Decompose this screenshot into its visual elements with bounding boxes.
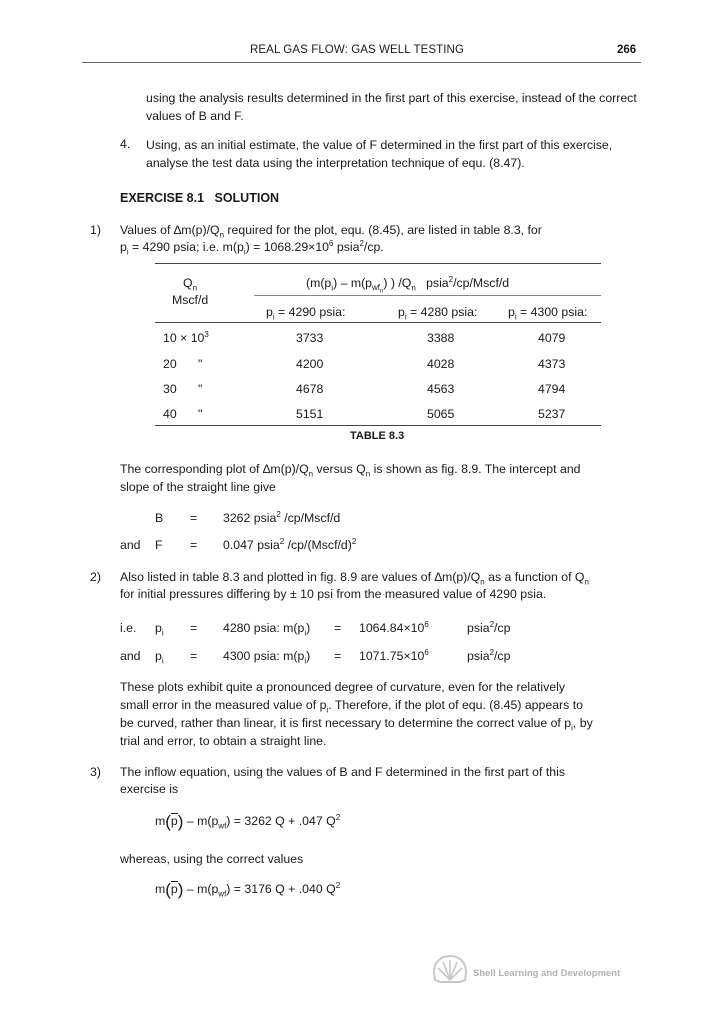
cell-v1: 5151 xyxy=(296,407,324,421)
s2-para-line3: be curved, rather than linear, it is first necessary to determine the correct value of $p_i$, by xyxy=(120,716,593,733)
cell-q: 30 xyxy=(163,382,177,396)
cell-v2: 5065 xyxy=(427,407,455,421)
eq-f-prefix: and xyxy=(120,538,141,552)
cell-v2: 4563 xyxy=(427,382,455,396)
table-bottom-rule xyxy=(155,425,601,426)
header-rule xyxy=(82,62,641,63)
s2-para-line4: trial and error, to obtain a straight line. xyxy=(120,734,327,748)
eq-b-equals: = xyxy=(190,511,198,525)
section1-number: 1) xyxy=(90,223,101,237)
shell-logo-icon xyxy=(432,954,468,987)
ie-equals-2: = xyxy=(334,621,342,635)
cell-v1: 3733 xyxy=(296,331,324,345)
cell-q: $10 \times 10^3$ xyxy=(163,329,209,345)
group-header: ($m(p_i) - m(p_{wf_n})$ ) $/Q_n$ psia$^2$/cp/Mscf/d xyxy=(306,274,510,296)
and-number: $1071.75\times 10^6$ xyxy=(359,647,429,663)
cell-q: 40 xyxy=(163,407,177,421)
and-p: $p_i$ xyxy=(155,649,164,666)
ie-value: 4280 psia: $m(p_i)$ xyxy=(223,621,311,638)
sub-header-4290: $p_i = 4290$ psia: xyxy=(266,305,346,322)
section2-line1: Also listed in table 8.3 and plotted in fig. 8.9 are values of $\Delta m(p)/Q_n$ as a function of $Q_n$ xyxy=(120,570,589,587)
section3-number: 3) xyxy=(90,765,101,779)
section1-line1: Values of $\Delta m(p)/Q_n$ required for the plot, equ. (8.45), are listed in table 8.3, for xyxy=(120,223,542,240)
plot-para-line1: The corresponding plot of $\Delta m(p)/Q_n$ versus $Q_n$ is shown as fig. 8.9. The intercept and xyxy=(120,462,581,479)
continuation-paragraph: using the analysis results determined in the first part of this exercise, instead of the correct values of B and F. xyxy=(146,91,637,123)
cell-v1: 4200 xyxy=(296,357,324,371)
ditto-mark: " xyxy=(198,407,203,421)
ie-unit: psia$^2$/cp xyxy=(467,619,511,635)
cell-v3: 4079 xyxy=(538,331,566,345)
and-prefix: and xyxy=(120,649,141,663)
ditto-mark: " xyxy=(198,382,203,396)
eq-f-equals: = xyxy=(190,538,198,552)
inflow-equation-2: $m(\overline{p}) - m(p_{wf}) = 3176$ Q + .040 $Q^2$ xyxy=(155,880,341,899)
item4-number: 4. xyxy=(120,137,131,151)
page-number: 266 xyxy=(617,44,637,56)
inflow-equation-1: $m(\overline{p}) - m(p_{wf}) = 3262$ Q + .047 $Q^2$ xyxy=(155,812,341,831)
cell-v3: 4794 xyxy=(538,382,566,396)
and-equals: = xyxy=(190,649,198,663)
ditto-mark: " xyxy=(198,357,203,371)
ie-prefix: i.e. xyxy=(120,621,137,635)
section1-line2: $p_i = 4290$ psia; i.e. $m(p_i) = 1068.29\times 10^6$ psia$^2$/cp. xyxy=(120,238,384,257)
and-unit: psia$^2$/cp xyxy=(467,647,511,663)
ie-number: $1064.84\times 10^6$ xyxy=(359,619,429,635)
section2-line2: for initial pressures differing by ± 10 psi from the measured value of 4290 psia. xyxy=(120,587,547,601)
exercise-heading: EXERCISE 8.1 SOLUTION xyxy=(120,191,280,205)
section3-line1: The inflow equation, using the values of B and F determined in the first part of this xyxy=(120,765,565,779)
cell-v1: 4678 xyxy=(296,382,324,396)
item4-text: Using, as an initial estimate, the value of F determined in the first part of this exercise, analyse the test data using the interpretation technique of equ. (8.47). xyxy=(146,138,613,170)
table-header-rule xyxy=(155,322,601,323)
sub-header-4280: $p_i = 4280$ psia: xyxy=(398,305,478,322)
cell-v3: 4373 xyxy=(538,357,566,371)
running-title: REAL GAS FLOW: GAS WELL TESTING xyxy=(250,44,464,56)
sub-header-4300: $p_i = 4300$ psia: xyxy=(508,305,588,322)
eq-f-lhs: F xyxy=(155,538,163,552)
eq-b-value: 3262 psia$^2$ /cp/Mscf/d xyxy=(223,509,341,525)
col-header-q-unit: Mscf/d xyxy=(172,293,209,307)
col-header-q: $Q_n$ xyxy=(183,276,198,293)
plot-para-line2: slope of the straight line give xyxy=(120,480,276,494)
cell-v2: 4028 xyxy=(427,357,455,371)
footer-logo-text: Shell Learning and Development xyxy=(473,968,621,979)
cell-v3: 5237 xyxy=(538,407,566,421)
cell-v2: 3388 xyxy=(427,331,455,345)
eq-b-lhs: B xyxy=(155,511,164,525)
section2-number: 2) xyxy=(90,570,101,584)
s2-para-line2: small error in the measured value of $p_i$. Therefore, if the plot of equ. (8.45) appears to xyxy=(120,698,583,715)
and-equals-2: = xyxy=(334,649,342,663)
whereas-line: whereas, using the correct values xyxy=(120,852,304,866)
table-top-rule xyxy=(155,263,601,264)
eq-f-value: 0.047 psia$^2$ /cp/(Mscf/d)$^2$ xyxy=(223,536,357,552)
and-value: 4300 psia: $m(p_i)$ xyxy=(223,649,311,666)
section3-line2: exercise is xyxy=(120,782,179,796)
ie-equals: = xyxy=(190,621,198,635)
group-header-rule xyxy=(254,295,601,296)
cell-q: 20 xyxy=(163,357,177,371)
ie-p: $p_i$ xyxy=(155,621,164,638)
s2-para-line1: These plots exhibit quite a pronounced degree of curvature, even for the relatively xyxy=(120,680,566,694)
table-caption: TABLE 8.3 xyxy=(350,430,405,442)
